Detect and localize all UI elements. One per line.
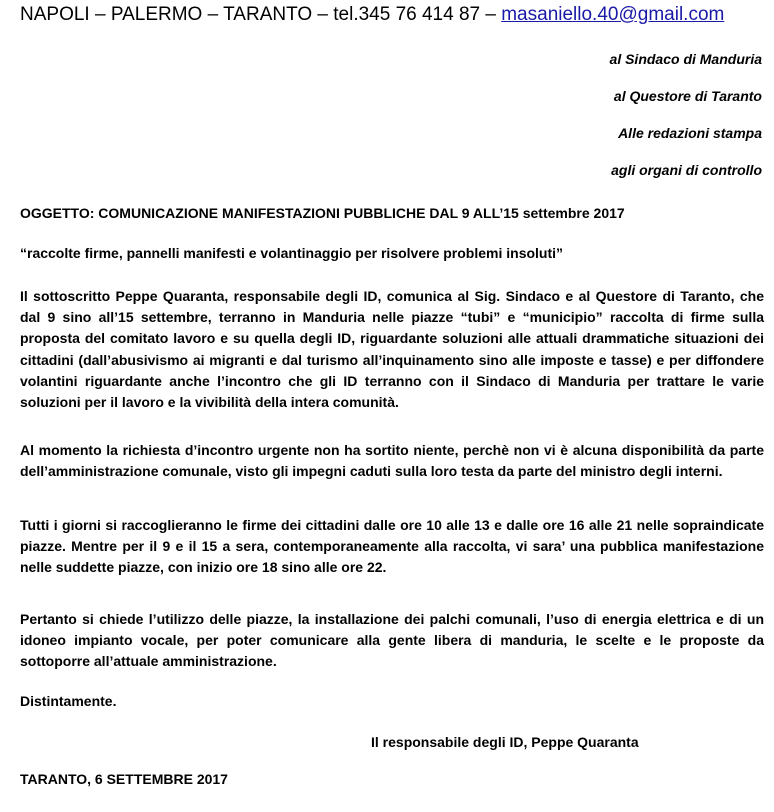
signature-line: Il responsabile degli ID, Peppe Quaranta — [371, 734, 639, 750]
recipients-block — [610, 50, 762, 198]
email-link[interactable]: masaniello.40@gmail.com — [501, 4, 725, 25]
recipient-sindaco: al Sindaco di Manduria — [609, 51, 762, 67]
subject-line: OGGETTO: COMUNICAZIONE MANIFESTAZIONI PUBBLICHE DAL 9 ALL’15 settembre 2017 — [20, 205, 625, 221]
header-cities-phone: NAPOLI – PALERMO – TARANTO – tel.345 76 414 87 – — [20, 4, 502, 25]
quote-line: “raccolte firme, pannelli manifesti e volantinaggio per risolvere problemi insoluti” — [20, 245, 564, 261]
recipient-organi: agli organi di controllo — [611, 162, 762, 178]
letter-header — [20, 4, 724, 26]
body-paragraph-4: Pertanto si chiede l’utilizzo delle piazze, la installazione dei palchi comunali, l’uso di energia elettrica e di un idoneo impianto vocale, per poter comunicare alla gente libera di manduria, le scelte e le proposte da sottoporre all’attuale amministrazione. — [20, 611, 764, 670]
date-line: TARANTO, 6 SETTEMBRE 2017 — [20, 771, 228, 787]
closing-line: Distintamente. — [20, 693, 117, 709]
body-paragraph-2: Al momento la richiesta d’incontro urgente non ha sortito niente, perchè non vi è alcuna disponibilità da parte dell’amministrazione comunale, visto gli impegni caduti sulla loro testa da parte del ministro degli interni. — [20, 442, 764, 480]
recipient-questore: al Questore di Taranto — [613, 88, 762, 104]
body-paragraph-1: Il sottoscritto Peppe Quaranta, responsabile degli ID, comunica al Sig. Sindaco e al Questore di Taranto, che dal 9 sino all’15 settembre, terranno in Manduria nelle piazze “tubi” e “municipio” raccolta di firme sulla proposta del comitato lavoro e su quella degli ID, riguardante soluzioni alle attuali drammatiche situazioni dei cittadini (dall’abusivismo ai migranti e dal turismo all’inquinamento sino alle imposte e tasse) e per diffondere volantini riguardante anche l’incontro che gli ID terranno con il Sindaco di Manduria per trattare le varie soluzioni per il lavoro e la vivibilità della intera comunità. — [20, 288, 764, 411]
recipient-redazioni: Alle redazioni stampa — [618, 125, 762, 141]
body-paragraph-3: Tutti i giorni si raccoglieranno le firme dei cittadini dalle ore 10 alle 13 e dalle ore 16 alle 21 nelle sopraindicate piazze. Mentre per il 9 e il 15 a sera, contemporaneamente alla raccolta, vi sara’ una pubblica manifestazione nelle suddette piazze, con inizio ore 18 sino alle ore 22. — [20, 517, 764, 576]
